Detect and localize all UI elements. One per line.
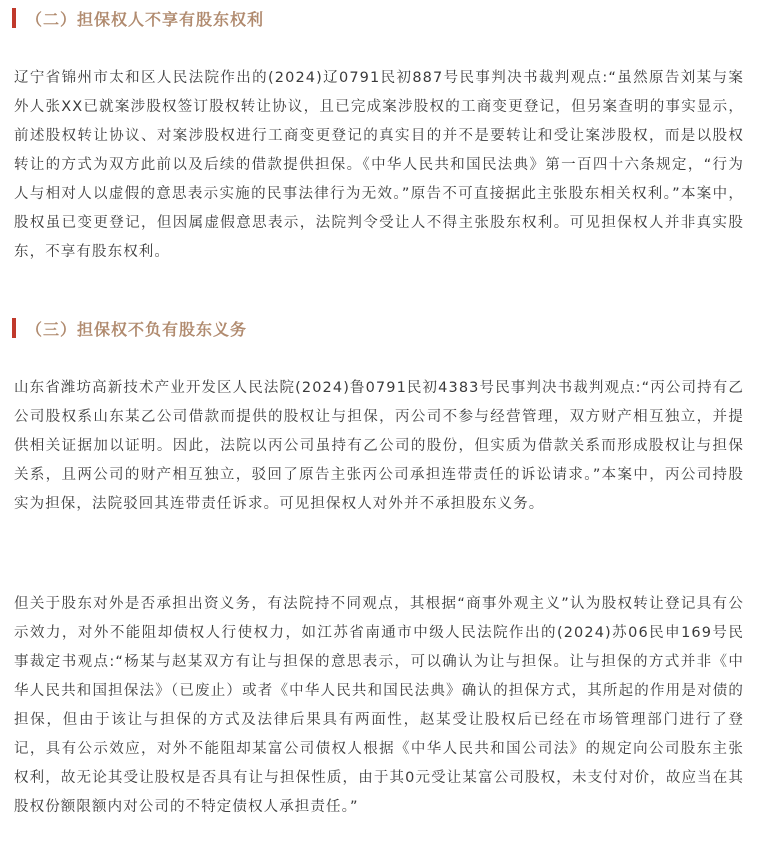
body-paragraph: 辽宁省锦州市太和区人民法院作出的(2024)辽0791民初887号民事判决书裁判观点:“虽然原告刘某与案外人张XX已就案涉股权签订股权转让协议，且已完成案涉股权的工商变更登记，但另案查明的事实显示，前述股权转让协议、对案涉股权进行工商变更登记的真实目的并不是要转让和受让案涉股权，而是以股权转让的方式为双方此前以及后续的借款提供担保。《中华人民共和国民法典》第一百四十六条规定，“行为人与相对人以虚假的意思表示实施的民事法律行为无效。”原告不可直接据此主张股东相关权利。”本案中，股权虽已变更登记，但因属虚假意思表示，法院判令受让人不得主张股东权利。可见担保权人并非真实股东，不享有股东权利。 <box>14 70 744 260</box>
body-paragraph: 山东省潍坊高新技术产业开发区人民法院(2024)鲁0791民初4383号民事判决书裁判观点:“丙公司持有乙公司股权系山东某乙公司借款而提供的股权让与担保，丙公司不参与经营管理，双方财产相互独立，并提供相关证据加以证明。因此，法院以丙公司虽持有乙公司的股份，但实质为借款关系而形成股权让与担保关系，且两公司的财产相互独立，驳回了原告主张丙公司承担连带责任的诉讼请求。”本案中，丙公司持股实为担保，法院驳回其连带责任诉求。可见担保权人对外并不承担股东义务。 <box>14 380 744 512</box>
heading-accent-bar <box>12 318 16 338</box>
body-paragraph: 但关于股东对外是否承担出资义务，有法院持不同观点，其根据“商事外观主义”认为股权转让登记具有公示效力，对外不能阻却债权人行使权力，如江苏省南通市中级人民法院作出的(2024)苏06民申169号民事裁定书观点:“杨某与赵某双方有让与担保的意思表示，可以确认为让与担保。让与担保的方式并非《中华人民共和国担保法》（已废止）或者《中华人民共和国民法典》确认的担保方式，其所起的作用是对债的担保，但由于该让与担保的方式及法律后果具有两面性，赵某受让股权后已经在市场管理部门进行了登记，具有公示效应，对外不能阻却某富公司债权人根据《中华人民共和国公司法》的规定向公司股东主张权利，故无论其受让股权是否具有让与担保性质，由于其0元受让某富公司股权，未支付对价，故应当在其股权份额限额内对公司的不特定债权人承担责任。” <box>14 596 744 815</box>
section-heading-two <box>12 6 264 30</box>
section-title: （三）担保权不负有股东义务 <box>26 319 248 339</box>
heading-accent-bar <box>12 8 16 28</box>
section-heading-three <box>12 316 247 340</box>
section-title: （二）担保权人不享有股东权利 <box>26 9 265 29</box>
